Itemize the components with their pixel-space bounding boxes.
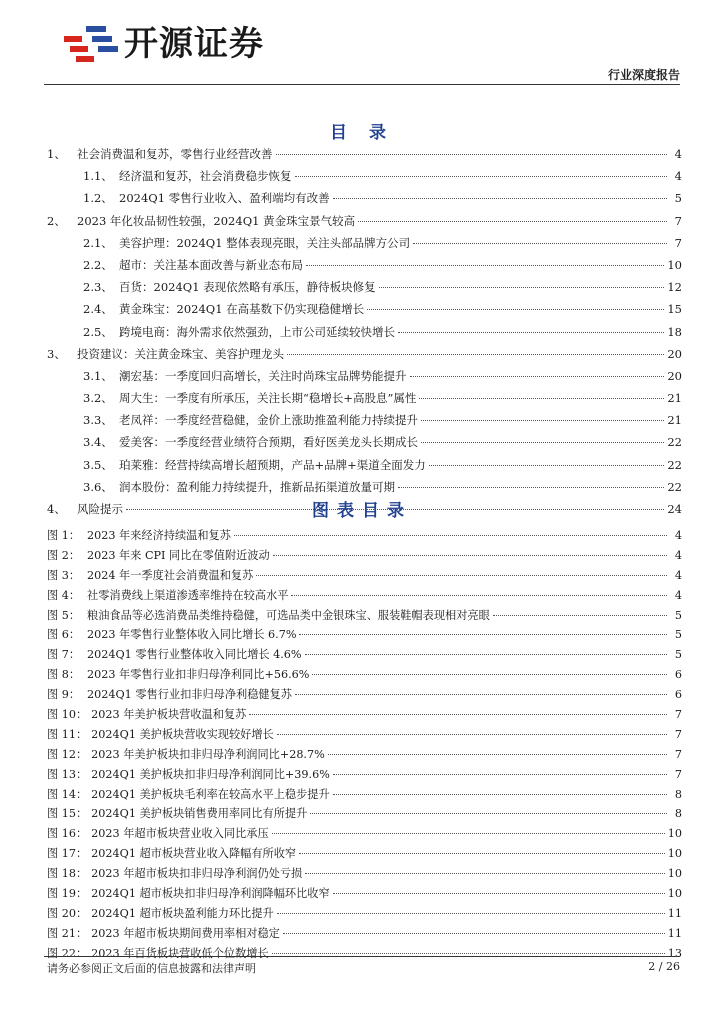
figure-entry-label: 图 10：	[47, 708, 88, 722]
dot-leader	[295, 694, 667, 695]
figure-entry-page: 4	[674, 529, 682, 542]
figure-entry-label: 图 8：	[47, 668, 81, 682]
figure-entry-text: 2023 年零售行业扣非归母净利同比+56.6%	[87, 668, 310, 682]
dot-leader	[305, 654, 667, 655]
dot-leader	[398, 487, 664, 488]
toc-entry-number: 2.5、	[83, 324, 113, 339]
toc-entry-page: 22	[667, 457, 682, 472]
toc-entry-text: 社会消费温和复苏，零售行业经营改善	[77, 147, 273, 161]
figure-entry-text: 2023 年零售行业整体收入同比增长 6.7%	[87, 628, 297, 642]
figure-entry[interactable]	[47, 567, 682, 587]
toc-entry-number: 2.3、	[83, 280, 113, 295]
figure-entry-label: 图 1：	[47, 529, 81, 542]
toc-entry[interactable]	[47, 368, 682, 390]
toc-entry-number: 3.3、	[83, 413, 113, 428]
figure-entry-label: 图 6：	[47, 628, 81, 642]
figure-entry-page: 5	[674, 628, 682, 642]
figure-entry-text: 2024 年一季度社会消费温和复苏	[87, 568, 254, 582]
dot-leader	[234, 535, 667, 536]
page-number: 2 / 26	[648, 960, 680, 973]
figure-entry[interactable]	[47, 607, 682, 627]
toc-entry-page: 20	[667, 346, 682, 361]
figure-entry-label: 图 19：	[47, 887, 88, 901]
figure-entry[interactable]	[47, 626, 682, 646]
figure-entry-text: 2024Q1 美护板块毛利率在较高水平上稳步提升	[91, 787, 330, 801]
figure-entry-page: 7	[674, 708, 682, 722]
toc-entry[interactable]	[47, 390, 682, 412]
figure-entry[interactable]	[47, 706, 682, 726]
figure-entry-text: 2023 年超市板块营业收入同比承压	[91, 827, 269, 841]
figure-entry-label: 图 22：	[47, 946, 88, 960]
figures-toc-title: 图表目录	[312, 501, 412, 521]
toc-entry[interactable]	[47, 346, 682, 368]
figure-entry-text: 2024Q1 超市板块营业收入降幅有所收窄	[91, 847, 297, 861]
brand-name: 开源证券	[124, 24, 264, 64]
toc-entry-page: 10	[667, 257, 682, 272]
figure-entry-page: 7	[674, 727, 682, 741]
figure-entry-label: 图 4：	[47, 588, 81, 602]
figure-entry[interactable]	[47, 865, 682, 885]
figure-entry[interactable]	[47, 646, 682, 666]
dot-leader	[312, 674, 667, 675]
toc-entry-text: 百货：2024Q1 表现依然略有承压，静待板块修复	[119, 280, 376, 295]
toc-entry[interactable]	[47, 279, 682, 301]
dot-leader	[276, 154, 668, 155]
page-header	[0, 0, 724, 92]
dot-leader	[277, 734, 667, 735]
dot-leader	[305, 873, 665, 874]
figure-entry-text: 2023 年超市板块期间费用率相对稳定	[91, 926, 280, 940]
toc-entry-page: 20	[667, 368, 682, 383]
dot-leader	[333, 794, 667, 795]
figure-entry-label: 图 9：	[47, 688, 81, 702]
toc-entry-number: 2.2、	[83, 257, 113, 272]
dot-leader	[333, 198, 667, 199]
dot-leader	[283, 933, 665, 934]
toc-entry[interactable]	[47, 301, 682, 323]
toc-entry-page: 21	[667, 391, 682, 406]
toc-entry[interactable]	[47, 324, 682, 346]
toc-entry-text: 经济温和复苏，社会消费稳步恢复	[119, 169, 292, 184]
dot-leader	[306, 265, 664, 266]
toc-entry-text: 投资建议：关注黄金珠宝、美容护理龙头	[77, 346, 284, 361]
dot-leader	[249, 714, 667, 715]
figure-entry-page: 4	[674, 568, 682, 582]
dot-leader	[299, 853, 665, 854]
figure-entry-label: 图 16：	[47, 827, 88, 841]
toc-entry[interactable]	[47, 257, 682, 279]
toc-entry-text: 珀莱雅：经营持续高增长超预期，产品+品牌+渠道全面发力	[119, 457, 426, 472]
footer-disclaimer: 请务必参阅正文后面的信息披露和法律声明	[47, 962, 256, 975]
list-of-figures	[47, 527, 682, 965]
figure-entry-text: 2023 年百货板块营收低个位数增长	[91, 946, 269, 960]
toc-entry-page: 7	[674, 235, 682, 250]
toc-entry-number: 3.1、	[83, 368, 113, 383]
dot-leader	[291, 595, 667, 596]
toc-entry-number: 2.4、	[83, 302, 113, 317]
toc-entry[interactable]	[47, 457, 682, 479]
figure-entry-page: 6	[674, 668, 682, 682]
toc-entry-number: 1、	[47, 147, 66, 161]
toc-entry-page: 7	[674, 213, 682, 228]
toc-entry[interactable]	[47, 434, 682, 456]
dot-leader	[413, 243, 667, 244]
figure-entry-text: 2023 年超市板块扣非归母净利润仍处亏损	[91, 867, 303, 881]
dot-leader	[367, 309, 664, 310]
footer-divider	[44, 956, 680, 957]
figure-entry-page: 4	[674, 588, 682, 602]
dot-leader	[256, 575, 667, 576]
toc-entry-text: 2023 年化妆品韧性较强，2024Q1 黄金珠宝景气较高	[77, 213, 356, 228]
toc-entry-text: 老凤祥：一季度经营稳健，金价上涨助推盈利能力持续提升	[119, 413, 418, 428]
toc-entry-page: 5	[674, 191, 682, 206]
toc-title: 目 录	[330, 123, 394, 143]
figure-entry-text: 2023 年美护板块扣非归母净利润同比+28.7%	[91, 747, 325, 761]
toc-entry-page: 21	[667, 413, 682, 428]
figure-entry-text: 2024Q1 零售行业扣非归母净利稳健复苏	[87, 688, 292, 702]
dot-leader	[272, 833, 665, 834]
figure-entry-text: 社零消费线上渠道渗透率维持在较高水平	[87, 588, 289, 602]
figure-entry-page: 11	[667, 926, 682, 940]
figure-entry-label: 图 18：	[47, 867, 88, 881]
figure-entry-page: 5	[674, 648, 682, 662]
figure-entry-page: 8	[674, 787, 682, 801]
figure-entry[interactable]	[47, 666, 682, 686]
figure-entry-text: 2024Q1 美护板块销售费用率同比有所提升	[91, 807, 308, 821]
figure-entry-label: 图 11：	[47, 727, 88, 741]
toc-entry-page: 18	[667, 324, 682, 339]
figure-entry[interactable]	[47, 726, 682, 746]
toc-entry-text: 爱美客：一季度经营业绩符合预期，看好医美龙头长期成长	[119, 435, 418, 450]
toc-entry-page: 22	[667, 479, 682, 494]
dot-leader	[299, 634, 667, 635]
figure-entry-page: 7	[674, 767, 682, 781]
figure-entry[interactable]	[47, 527, 682, 547]
figure-entry-page: 7	[674, 747, 682, 761]
figure-entry[interactable]	[47, 825, 682, 845]
figure-entry-label: 图 7：	[47, 648, 81, 662]
dot-leader	[419, 398, 664, 399]
figure-entry-label: 图 2：	[47, 548, 81, 562]
figure-entry[interactable]	[47, 925, 682, 945]
toc-entry[interactable]	[47, 146, 682, 168]
toc-entry-text: 潮宏基：一季度回归高增长，关注时尚珠宝品牌势能提升	[119, 368, 407, 383]
toc-entry-number: 4、	[47, 502, 66, 516]
dot-leader	[287, 354, 664, 355]
figure-entry-page: 6	[674, 688, 682, 702]
dot-leader	[421, 420, 664, 421]
figure-entry-label: 图 21：	[47, 926, 88, 940]
table-of-contents	[47, 146, 682, 523]
toc-entry-page: 22	[667, 435, 682, 450]
dot-leader	[398, 332, 664, 333]
figure-entry[interactable]	[47, 786, 682, 806]
dot-leader	[493, 615, 667, 616]
toc-entry-page: 15	[667, 302, 682, 317]
toc-entry-number: 3.4、	[83, 435, 113, 450]
toc-entry-text: 润本股份：盈利能力持续提升，推新品拓渠道放量可期	[119, 479, 395, 494]
dot-leader	[310, 813, 667, 814]
figure-entry-label: 图 14：	[47, 787, 88, 801]
dot-leader	[410, 376, 665, 377]
figure-entry-text: 2024Q1 美护板块扣非归母净利润同比+39.6%	[91, 767, 330, 781]
figure-entry-text: 2024Q1 超市板块盈利能力环比提升	[91, 906, 274, 920]
dot-leader	[328, 754, 667, 755]
toc-entry[interactable]	[47, 412, 682, 434]
brand-logo	[60, 22, 264, 66]
dot-leader	[277, 913, 665, 914]
figure-entry[interactable]	[47, 547, 682, 567]
toc-entry-text: 2024Q1 零售行业收入、盈利端均有改善	[119, 191, 330, 206]
toc-entry[interactable]	[47, 168, 682, 190]
toc-entry[interactable]	[47, 190, 682, 212]
figure-entry-text: 2023 年美护板块营收温和复苏	[91, 708, 247, 722]
figure-entry-page: 10	[667, 827, 682, 841]
figure-entry[interactable]	[47, 587, 682, 607]
dot-leader	[333, 774, 667, 775]
figure-entry-text: 2024Q1 美护板块营收实现较好增长	[91, 727, 274, 741]
toc-entry-page: 4	[674, 147, 682, 161]
header-divider	[44, 84, 680, 85]
dot-leader	[273, 555, 667, 556]
toc-entry-page: 12	[667, 280, 682, 295]
figure-entry-page: 5	[674, 608, 682, 622]
figure-entry-label: 图 20：	[47, 906, 88, 920]
dot-leader	[333, 893, 665, 894]
figure-entry[interactable]	[47, 845, 682, 865]
figure-entry-page: 10	[667, 847, 682, 861]
dot-leader	[358, 221, 667, 222]
figure-entry-page: 4	[674, 548, 682, 562]
figure-entry-page: 13	[667, 946, 682, 960]
figure-entry-label: 图 3：	[47, 568, 81, 582]
figure-entry-label: 图 15：	[47, 807, 88, 821]
kysec-logo-icon	[60, 22, 118, 66]
toc-entry-text: 跨境电商：海外需求依然强劲，上市公司延续较快增长	[119, 324, 395, 339]
toc-entry-page: 4	[674, 169, 682, 184]
figure-entry-text: 2023 年来 CPI 同比在零值附近波动	[87, 548, 270, 562]
figure-entry-label: 图 13：	[47, 767, 88, 781]
toc-entry-text: 超市：关注基本面改善与新业态布局	[119, 257, 303, 272]
figure-entry[interactable]	[47, 905, 682, 925]
dot-leader	[421, 442, 664, 443]
figure-entry-page: 10	[667, 867, 682, 881]
figure-entry[interactable]	[47, 805, 682, 825]
figure-entry-label: 图 12：	[47, 747, 88, 761]
report-type-label: 行业深度报告	[607, 68, 680, 82]
toc-entry-number: 3.2、	[83, 391, 113, 406]
toc-entry-text: 风险提示	[77, 502, 123, 516]
dot-leader	[429, 465, 665, 466]
figure-entry-text: 2024Q1 超市板块扣非归母净利润降幅环比收窄	[91, 887, 330, 901]
toc-entry-number: 2.1、	[83, 235, 113, 250]
toc-entry-number: 3、	[47, 346, 66, 361]
dot-leader	[272, 953, 665, 954]
figure-entry-page: 8	[674, 807, 682, 821]
figure-entry-label: 图 17：	[47, 847, 88, 861]
dot-leader	[379, 287, 665, 288]
toc-entry[interactable]	[47, 235, 682, 257]
toc-entry-number: 3.5、	[83, 457, 113, 472]
figure-entry-label: 图 5：	[47, 608, 81, 622]
figure-entry-text: 粮油食品等必选消费品类维持稳健，可选品类中金银珠宝、服装鞋帽表现相对亮眼	[87, 608, 490, 622]
figure-entry-page: 10	[667, 887, 682, 901]
dot-leader	[295, 176, 668, 177]
figure-entry[interactable]	[47, 885, 682, 905]
toc-entry-number: 1.1、	[83, 169, 113, 184]
figure-entry-text: 2024Q1 零售行业整体收入同比增长 4.6%	[87, 648, 302, 662]
toc-entry-number: 3.6、	[83, 479, 113, 494]
toc-entry-number: 1.2、	[83, 191, 113, 206]
toc-entry-page: 24	[667, 502, 682, 516]
figure-entry[interactable]	[47, 766, 682, 786]
figure-entry-page: 11	[667, 906, 682, 920]
toc-entry[interactable]	[47, 213, 682, 235]
figure-entry-text: 2023 年来经济持续温和复苏	[87, 529, 231, 542]
toc-entry-text: 周大生：一季度有所承压，关注长期“稳增长+高股息”属性	[119, 391, 417, 406]
figure-entry[interactable]	[47, 686, 682, 706]
figure-entry[interactable]	[47, 746, 682, 766]
toc-entry-text: 美容护理：2024Q1 整体表现亮眼，关注头部品牌方公司	[119, 235, 411, 250]
toc-entry-text: 黄金珠宝：2024Q1 在高基数下仍实现稳健增长	[119, 302, 365, 317]
toc-entry-number: 2、	[47, 213, 66, 228]
